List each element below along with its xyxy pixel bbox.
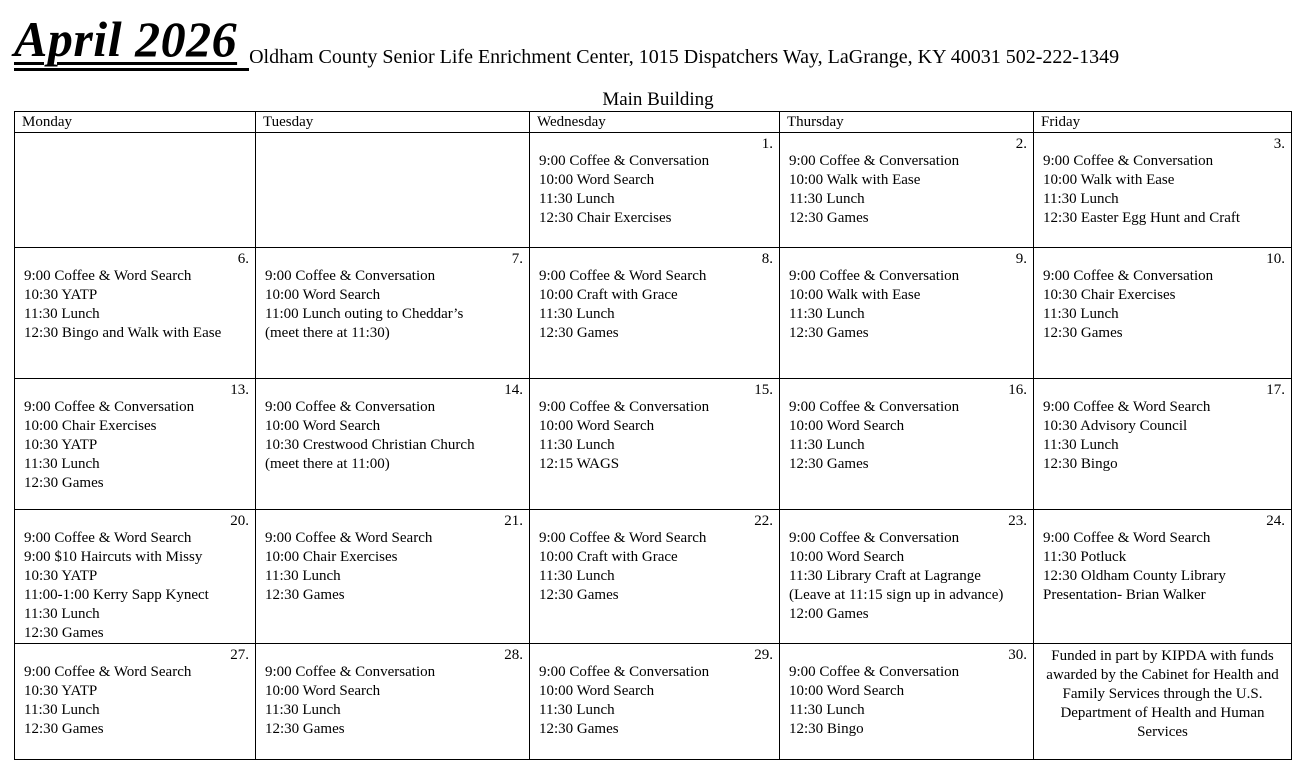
event-item: 9:00 Coffee & Conversation (789, 399, 960, 415)
day-cell (15, 248, 256, 379)
event-item: 12:30 Bingo (789, 721, 864, 737)
event-item: 11:30 Lunch (265, 568, 341, 584)
event-item: 11:30 Lunch (789, 306, 865, 322)
day-cell (256, 133, 530, 248)
day-number: 21. (504, 513, 523, 529)
event-item: 9:00 Coffee & Conversation (789, 153, 960, 169)
weekday-friday: Friday (1034, 112, 1292, 133)
calendar-body (15, 133, 1292, 760)
day-number: 20. (230, 513, 249, 529)
event-item: 12:30 Bingo and Walk with Ease (24, 325, 222, 341)
event-item: 12:30 Games (539, 325, 619, 341)
weekday-monday: Monday (15, 112, 256, 133)
event-item: 10:30 YATP (24, 437, 98, 453)
event-item: 10:30 YATP (24, 287, 98, 303)
event-item: 10:00 Walk with Ease (789, 287, 921, 303)
day-cell (1034, 379, 1292, 510)
day-number: 13. (230, 382, 249, 398)
event-item: 11:30 Lunch (539, 191, 615, 207)
event-item: 12:30 Games (789, 456, 869, 472)
day-cell (530, 133, 780, 248)
month-title: April 2026 (14, 10, 249, 71)
event-item: 9:00 Coffee & Word Search (24, 268, 192, 284)
event-item: 10:00 Craft with Grace (539, 287, 678, 303)
event-item: 11:30 Lunch (539, 568, 615, 584)
event-item: 10:00 Word Search (265, 287, 381, 303)
event-item: 11:30 Lunch (1043, 191, 1119, 207)
event-item: 11:00-1:00 Kerry Sapp Kynect (24, 587, 209, 603)
event-item: 9:00 Coffee & Conversation (789, 530, 960, 546)
event-item: 11:30 Lunch (1043, 437, 1119, 453)
weekday-wednesday: Wednesday (530, 112, 780, 133)
week-row (15, 379, 1292, 510)
event-item: 10:00 Word Search (539, 172, 655, 188)
day-cell (780, 379, 1034, 510)
event-item: (Leave at 11:15 sign up in advance) (789, 587, 1004, 603)
event-item: 12:30 Games (24, 475, 104, 491)
event-item: 9:00 Coffee & Word Search (539, 530, 707, 546)
day-cell (1034, 133, 1292, 248)
event-item: 11:00 Lunch outing to Cheddar’s (265, 306, 464, 322)
event-item: 12:30 Chair Exercises (539, 210, 672, 226)
day-number: 15. (754, 382, 773, 398)
event-item: 12:30 Bingo (1043, 456, 1118, 472)
event-item: 11:30 Lunch (539, 437, 615, 453)
day-cell (530, 510, 780, 644)
event-item: 10:00 Word Search (789, 418, 905, 434)
week-row (15, 248, 1292, 379)
event-item: 10:00 Word Search (539, 418, 655, 434)
week-row (15, 510, 1292, 644)
weekday-thursday: Thursday (780, 112, 1034, 133)
day-number: 24. (1266, 513, 1285, 529)
day-cell (530, 248, 780, 379)
event-item: 10:00 Craft with Grace (539, 549, 678, 565)
event-item: 12:30 Games (1043, 325, 1123, 341)
day-cell (15, 133, 256, 248)
center-address: Oldham County Senior Life Enrichment Center, 1015 Dispatchers Way, LaGrange, KY 40031 502-222-1349 (249, 46, 1120, 68)
day-cell (780, 644, 1034, 760)
event-item: 9:00 Coffee & Word Search (1043, 530, 1211, 546)
event-item: 12:30 Games (539, 587, 619, 603)
event-item: 9:00 Coffee & Conversation (1043, 153, 1214, 169)
day-cell (780, 248, 1034, 379)
day-number: 23. (1008, 513, 1027, 529)
event-item: 12:30 Games (789, 210, 869, 226)
day-number: 7. (511, 251, 523, 267)
day-number: 17. (1266, 382, 1285, 398)
event-item: 11:30 Lunch (265, 702, 341, 718)
event-item: 10:00 Walk with Ease (1043, 172, 1175, 188)
day-number: 14. (504, 382, 523, 398)
day-cell (256, 248, 530, 379)
funding-note: Funded in part by KIPDA with funds awarded by the Cabinet for Health and Family Services through the U.S. Department of Health and Human Services (1034, 644, 1292, 760)
event-item: 9:00 Coffee & Word Search (24, 530, 192, 546)
building-subtitle: Main Building (602, 89, 714, 110)
event-item: 10:00 Word Search (265, 683, 381, 699)
event-item: 11:30 Library Craft at Lagrange (789, 568, 981, 584)
event-item: 11:30 Lunch (539, 306, 615, 322)
calendar-header (14, 10, 1119, 71)
event-item: Presentation- Brian Walker (1043, 587, 1206, 603)
day-cell (256, 510, 530, 644)
event-item: 12:15 WAGS (539, 456, 620, 472)
event-item: 9:00 Coffee & Conversation (265, 399, 436, 415)
event-item: 9:00 Coffee & Conversation (539, 399, 710, 415)
event-item: 12:30 Games (789, 325, 869, 341)
event-item: 12:00 Games (789, 606, 869, 622)
day-number (24, 136, 249, 152)
event-item: 11:30 Lunch (24, 306, 100, 322)
event-item: 11:30 Lunch (24, 702, 100, 718)
event-item: 12:30 Games (24, 625, 104, 641)
day-cell (1034, 248, 1292, 379)
day-number: 8. (761, 251, 773, 267)
event-item: 11:30 Lunch (24, 606, 100, 622)
calendar-table (14, 111, 1292, 760)
event-item: 9:00 Coffee & Conversation (539, 664, 710, 680)
event-item: 11:30 Potluck (1043, 549, 1127, 565)
event-item: 10:00 Walk with Ease (789, 172, 921, 188)
weekday-tuesday: Tuesday (256, 112, 530, 133)
day-cell (256, 644, 530, 760)
event-item: 12:30 Easter Egg Hunt and Craft (1043, 210, 1241, 226)
day-number: 30. (1008, 647, 1027, 663)
day-cell (530, 379, 780, 510)
day-number: 28. (504, 647, 523, 663)
event-item: 10:00 Word Search (789, 683, 905, 699)
event-item: 11:30 Lunch (539, 702, 615, 718)
day-cell (15, 510, 256, 644)
event-item: 12:30 Games (24, 721, 104, 737)
event-item: 11:30 Lunch (789, 191, 865, 207)
day-number: 27. (230, 647, 249, 663)
event-item: 11:30 Lunch (789, 702, 865, 718)
event-item: 9:00 Coffee & Conversation (265, 268, 436, 284)
event-item: 10:00 Chair Exercises (24, 418, 157, 434)
day-number: 2. (1015, 136, 1027, 152)
event-item: 12:30 Games (265, 587, 345, 603)
day-number: 6. (237, 251, 249, 267)
event-item: 9:00 Coffee & Conversation (1043, 268, 1214, 284)
day-cell (780, 510, 1034, 644)
event-item: (meet there at 11:00) (265, 456, 390, 472)
event-item: 12:30 Games (265, 721, 345, 737)
day-number: 9. (1015, 251, 1027, 267)
event-item: 9:00 Coffee & Conversation (789, 268, 960, 284)
event-item: 9:00 Coffee & Conversation (24, 399, 195, 415)
day-number: 22. (754, 513, 773, 529)
event-item: 9:00 Coffee & Word Search (265, 530, 433, 546)
event-item: 9:00 Coffee & Word Search (1043, 399, 1211, 415)
event-item: 10:30 YATP (24, 683, 98, 699)
day-cell (15, 379, 256, 510)
event-item: 10:00 Chair Exercises (265, 549, 398, 565)
day-cell (530, 644, 780, 760)
day-cell (1034, 510, 1292, 644)
event-item: 10:00 Word Search (265, 418, 381, 434)
event-item: 9:00 Coffee & Conversation (265, 664, 436, 680)
day-number: 10. (1266, 251, 1285, 267)
week-row (15, 644, 1292, 760)
event-item: 9:00 Coffee & Word Search (24, 664, 192, 680)
event-item: (meet there at 11:30) (265, 325, 390, 341)
event-item: 9:00 Coffee & Conversation (539, 153, 710, 169)
event-item: 11:30 Lunch (1043, 306, 1119, 322)
event-item: 12:30 Games (539, 721, 619, 737)
day-cell (256, 379, 530, 510)
event-item: 10:30 Crestwood Christian Church (265, 437, 475, 453)
day-number: 16. (1008, 382, 1027, 398)
day-number: 3. (1273, 136, 1285, 152)
event-item: 11:30 Lunch (789, 437, 865, 453)
event-item: 11:30 Lunch (24, 456, 100, 472)
event-item: 9:00 Coffee & Conversation (789, 664, 960, 680)
weekday-header-row (15, 112, 1292, 133)
event-item: 9:00 $10 Haircuts with Missy (24, 549, 203, 565)
event-item: 10:00 Word Search (789, 549, 905, 565)
day-cell (780, 133, 1034, 248)
event-item: 10:30 YATP (24, 568, 98, 584)
event-item: 12:30 Oldham County Library (1043, 568, 1226, 584)
day-number: 1. (761, 136, 773, 152)
day-number (265, 136, 523, 152)
event-item: 10:30 Chair Exercises (1043, 287, 1176, 303)
day-cell (15, 644, 256, 760)
event-item: 10:00 Word Search (539, 683, 655, 699)
week-row (15, 133, 1292, 248)
event-item: 10:30 Advisory Council (1043, 418, 1188, 434)
event-item: 9:00 Coffee & Word Search (539, 268, 707, 284)
day-number: 29. (754, 647, 773, 663)
